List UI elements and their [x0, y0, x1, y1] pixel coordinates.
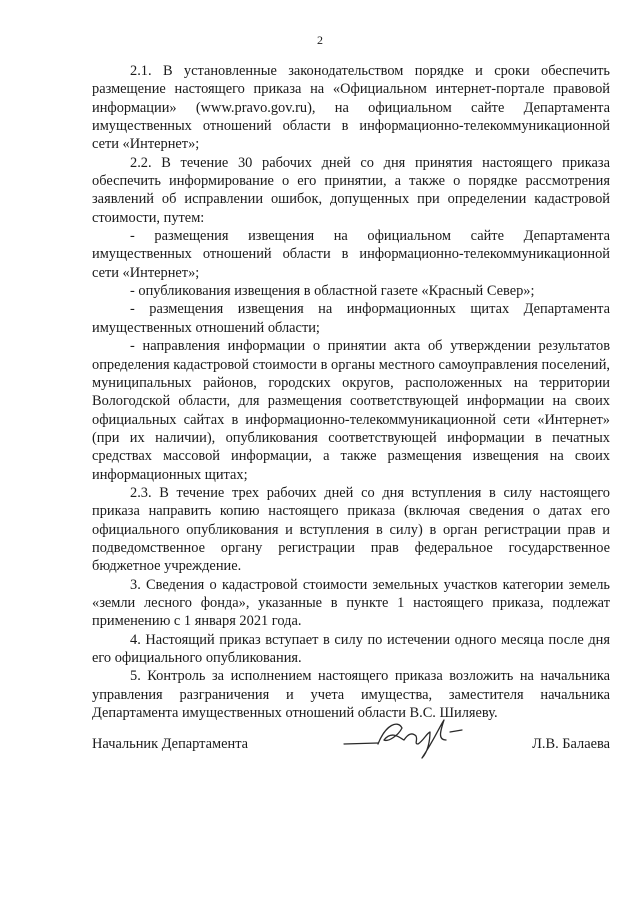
list-item-local-authorities: - направления информации о принятии акта об утверждении результатов определения кадастровой стоимости в органы местного самоуправления поселений, муниципальных районов, городских округов, расположенных на территории Вологодской области, для размещения соответствующей информации на своих официальных сайтах в информационно-телекоммуникационной сети «Интернет» (при их наличии), опубликования соответствующей информации в печатных средствах массовой информации, а также размещения извещения на своих информационных щитах;	[92, 338, 610, 483]
list-item-newspaper: - опубликования извещения в областной газете «Красный Север»;	[130, 283, 535, 300]
paragraph-3: 3. Сведения о кадастровой стоимости земельных участков категории земель «земли лесного фонда», указанные в пункте 1 настоящего приказа, подлежат применению с 1 января 2021 года.	[92, 576, 610, 630]
list-item-website: - размещения извещения на официальном сайте Департамента имущественных отношений области в информационно-телекоммуникационной сети «Интернет»;	[92, 228, 610, 281]
signatory-name: Л.В. Балаева	[532, 736, 610, 752]
page-number: 2	[317, 33, 323, 47]
handwritten-signature	[338, 710, 468, 762]
paragraph-2-3: 2.3. В течение трех рабочих дней со дня вступления в силу настоящего приказа направить копию настоящего приказа (включая сведения о датах его официального опубликования и вступления в силу) в орган регистрации прав и подведомственное органу регистрации прав федеральное государственное бюджетное учреждение.	[92, 484, 610, 575]
paragraph-2-2: 2.2. В течение 30 рабочих дней со дня принятия настоящего приказа обеспечить информирование о его принятии, а также о порядке рассмотрения заявлений об исправлении ошибок, допущенных при определении кадастровой стоимости, путем:	[92, 154, 610, 226]
document-body	[92, 62, 610, 722]
paragraph-5: 5. Контроль за исполнением настоящего приказа возложить на начальника управления разграничения и учета имущества, заместителя начальника Департамента имущественных отношений области В.С. Шиляеву.	[92, 668, 610, 722]
signatory-position: Начальник Департамента	[92, 736, 249, 752]
list-item-boards: - размещения извещения на информационных щитах Департамента имущественных отношений области;	[92, 301, 610, 336]
signature-block	[92, 724, 610, 774]
paragraph-2-1: 2.1. В установленные законодательством порядке и сроки обеспечить размещение настоящего приказа на «Официальном интернет-портале правовой информации» (www.pravo.gov.ru), на официальном сайте Департамента имущественных отношений области в информационно-телекоммуникационной сети «Интернет»;	[92, 63, 610, 153]
paragraph-4: 4. Настоящий приказ вступает в силу по истечении одного месяца после дня его официального опубликования.	[92, 631, 610, 666]
